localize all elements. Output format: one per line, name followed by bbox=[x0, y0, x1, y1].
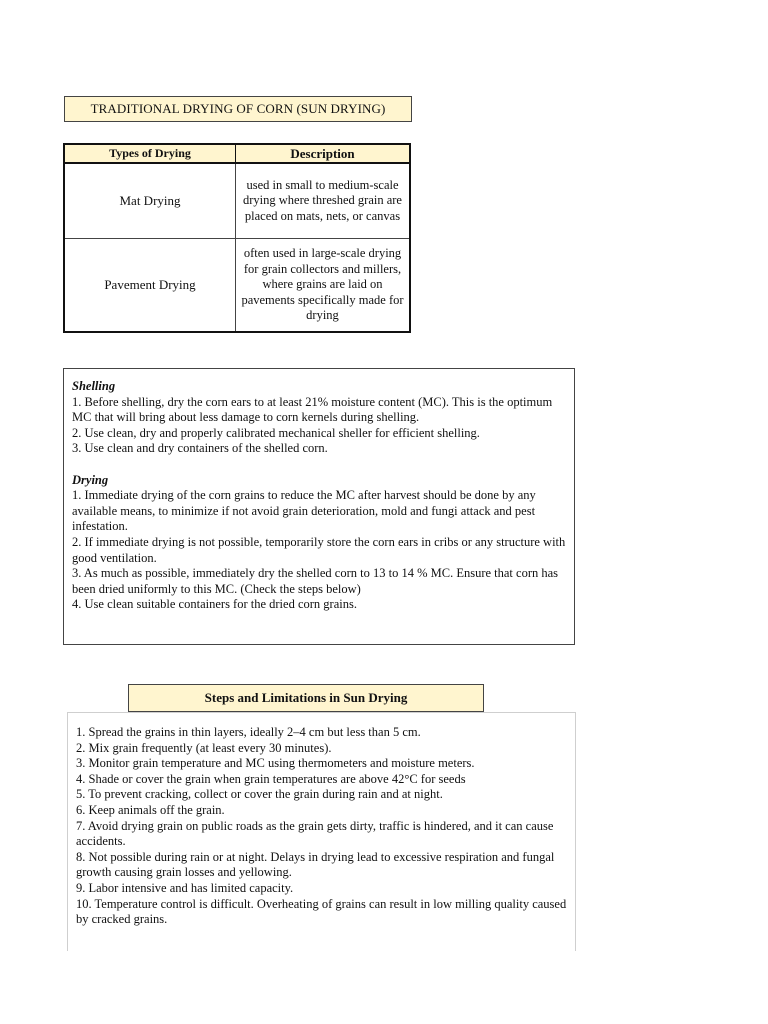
drying-heading: Drying bbox=[72, 472, 109, 487]
list-item: 4. Shade or cover the grain when grain temperatures are above 42°C for seeds bbox=[76, 771, 466, 786]
list-item: 1. Spread the grains in thin layers, ideally 2–4 cm but less than 5 cm. bbox=[76, 725, 421, 739]
list-item: 5. To prevent cracking, collect or cover the grain during rain and at night. bbox=[76, 787, 443, 802]
drying-item: 3. As much as possible, immediately dry the shelled corn to 13 to 14 % MC. Ensure that corn has been dried uniformly to this MC. (Check the steps below) bbox=[72, 566, 559, 596]
drying-item: 1. Immediate drying of the corn grains to reduce the MC after harvest should be done by any available means, to minimize if not avoid grain deterioration, mold and fungi attack and pest infestation. bbox=[72, 488, 536, 534]
header-description: Description bbox=[236, 144, 411, 163]
list-item: 2. Mix grain frequently (at least every 30 minutes). bbox=[76, 740, 332, 755]
drying-item: 4. Use clean suitable containers for the dried corn grains. bbox=[72, 597, 357, 612]
steps-box bbox=[67, 712, 576, 951]
list-item: 9. Labor intensive and has limited capacity. bbox=[76, 880, 294, 895]
steps-title: Steps and Limitations in Sun Drying bbox=[128, 684, 484, 712]
section-gap bbox=[72, 457, 566, 473]
type-cell-pavement-drying: Pavement Drying bbox=[64, 239, 236, 333]
list-item: 6. Keep animals off the grain. bbox=[76, 802, 225, 817]
list-item: 3. Monitor grain temperature and MC using thermometers and moisture meters. bbox=[76, 756, 475, 771]
shelling-item: 3. Use clean and dry containers of the shelled corn. bbox=[72, 441, 328, 456]
shelling-item: 1. Before shelling, dry the corn ears to at least 21% moisture content (MC). This is the optimum MC that will bring about less damage to corn kernels during shelling. bbox=[72, 394, 553, 425]
description-cell: used in small to medium-scale drying where threshed grain are placed on mats, nets, or canvas bbox=[236, 163, 411, 239]
steps-list bbox=[76, 725, 573, 928]
list-item: 8. Not possible during rain or at night. Delays in drying lead to excessive respiration and fungal growth causing grain losses and yellowing. bbox=[76, 849, 555, 880]
table-row bbox=[64, 163, 410, 239]
type-cell-mat-drying: Mat Drying bbox=[64, 163, 236, 239]
shelling-heading: Shelling bbox=[72, 379, 116, 393]
header-types-of-drying: Types of Drying bbox=[64, 144, 236, 163]
table-header-row bbox=[64, 144, 410, 163]
shelling-drying-box bbox=[63, 368, 575, 645]
document-title: TRADITIONAL DRYING OF CORN (SUN DRYING) bbox=[64, 96, 412, 122]
table-row bbox=[64, 239, 410, 333]
list-item: 7. Avoid drying grain on public roads as the grain gets dirty, traffic is hindered, and it can cause accidents. bbox=[76, 818, 554, 849]
shelling-item: 2. Use clean, dry and properly calibrated mechanical sheller for efficient shelling. bbox=[72, 425, 480, 440]
list-item: 10. Temperature control is difficult. Overheating of grains can result in low milling quality caused by cracked grains. bbox=[76, 896, 567, 927]
description-cell: often used in large-scale drying for grain collectors and millers, where grains are laid on pavements specifically made for drying bbox=[236, 239, 411, 333]
drying-types-table bbox=[63, 143, 411, 333]
drying-item: 2. If immediate drying is not possible, temporarily store the corn ears in cribs or any structure with good ventilation. bbox=[72, 534, 566, 565]
